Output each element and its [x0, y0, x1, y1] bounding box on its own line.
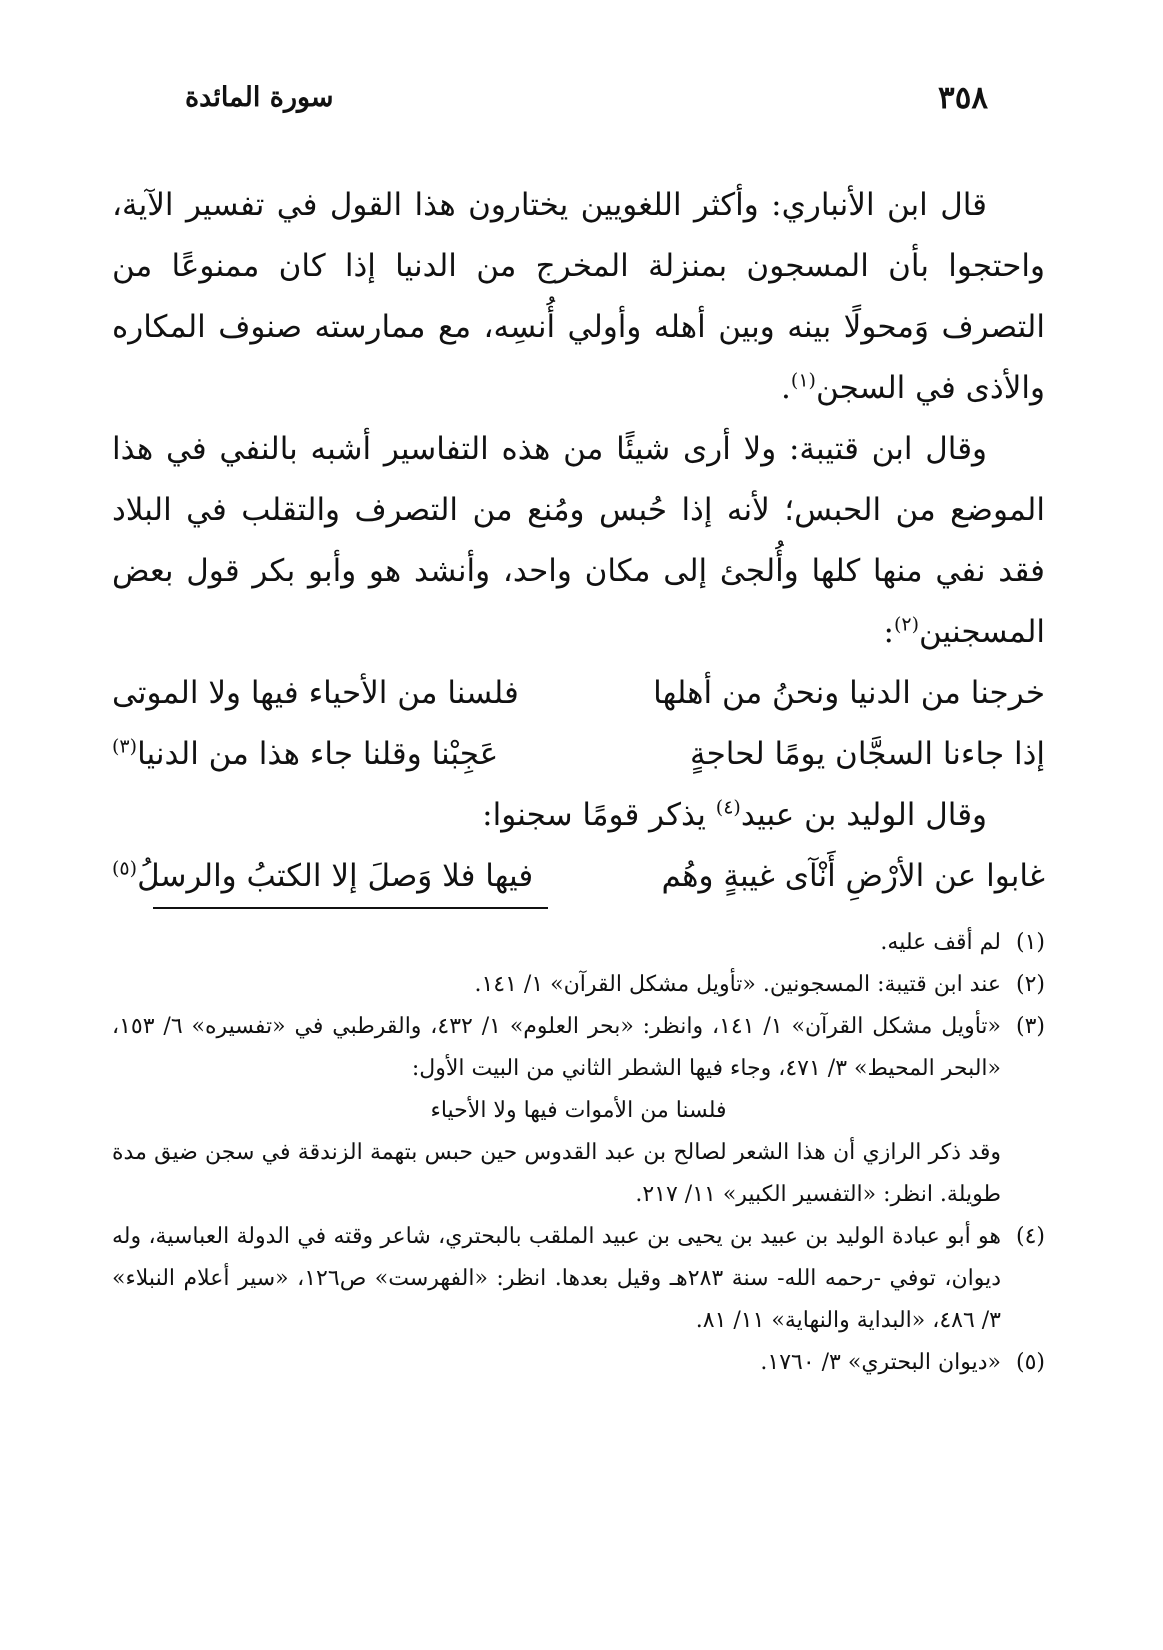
footnote-text: عند ابن قتيبة: المسجونين. «تأويل مشكل القرآن» ١/ ١٤١. — [474, 972, 1001, 997]
footnote-number: (١) — [1015, 930, 1045, 955]
footnote-5 — [112, 1342, 1045, 1384]
verse-line-2 — [112, 724, 1045, 785]
footnote-ref-5[interactable]: (٥) — [112, 857, 138, 880]
footnote-number: (٣) — [1015, 1014, 1045, 1039]
verse-hemistich: عَجِبْنا وقلنا جاء هذا من الدنيا$^{(٣)}$ — [112, 735, 499, 772]
verse-line-1 — [112, 663, 1045, 724]
footnote-2 — [112, 964, 1045, 1006]
footnote-number: (٤) — [1015, 1224, 1045, 1249]
verse-hemistich: غابوا عن الأرْضِ أَنْآى غيبةٍ وهُم — [661, 858, 1045, 894]
verse-line-3 — [112, 846, 1045, 907]
footnote-text: هو أبو عبادة الوليد بن عبيد بن يحيى بن عبيد الملقب بالبحتري، شاعر وقته في الدولة العباسية، وله ديوان، توفي -رحمه الله- سنة ٢٨٣هـ وقيل بعدها. انظر: «الفهرست» ص١٢٦، «سير أعلام النبلاء» ٣/ ٤٨٦، «البداية والنهاية» ١١/ ٨١. — [112, 1224, 1002, 1333]
footnote-3 — [112, 1006, 1045, 1090]
footnote-1 — [112, 922, 1045, 964]
footnote-ref-2[interactable]: (٢) — [893, 613, 920, 636]
verse-hemistich: خرجنا من الدنيا ونحنُ من أهلها — [653, 675, 1045, 711]
surah-title: سورة المائدة — [185, 82, 334, 113]
main-text — [112, 175, 1045, 907]
paragraph-ibn-anbari: قال ابن الأنباري: وأكثر اللغويين يختارون هذا القول في تفسير الآية، واحتجوا بأن المسجون بمنزلة المخرج من الدنيا إذا كان ممنوعًا من التصرف وَمحولًا بينه وبين أهله وأولي أُنسِه، مع ممارسته صنوف المكاره والأذى في السجن$^{(١)}$. — [112, 187, 1045, 406]
footnote-number: (٥) — [1015, 1350, 1045, 1375]
paragraph-ibn-qutaybah: وقال ابن قتيبة: ولا أرى شيئًا من هذه التفاسير أشبه بالنفي في هذا الموضع من الحبس؛ لأنه إذا حُبس ومُنع من التصرف والتقلب في البلاد فقد نفي منها كلها وأُلجئ إلى مكان واحد، وأنشد هو وأبو بكر قول بعض المسجنين$^{(٢)}$: — [112, 431, 1045, 650]
footnote-text: لم أقف عليه. — [880, 930, 1001, 955]
footnote-3-continuation: وقد ذكر الرازي أن هذا الشعر لصالح بن عبد القدوس حين حبس بتهمة الزندقة في سجن ضيق مدة طويلة. انظر: «التفسير الكبير» ١١/ ٢١٧. — [112, 1140, 1001, 1207]
paragraph-walid: وقال الوليد بن عبيد$^{(٤)}$ يذكر قومًا سجنوا: — [482, 796, 987, 833]
verse-hemistich: فيها فلا وَصلَ إلا الكتبُ والرسلُ$^{(٥)}$ — [112, 857, 534, 894]
footnote-number: (٢) — [1015, 972, 1045, 997]
footnote-4 — [112, 1216, 1045, 1342]
footnote-ref-1[interactable]: (١) — [790, 369, 816, 392]
footnotes — [112, 922, 1045, 1384]
page-number: ٣٥٨ — [938, 80, 988, 116]
footnote-ref-3[interactable]: (٣) — [112, 735, 138, 758]
verse-hemistich: فلسنا من الأحياء فيها ولا الموتى — [112, 675, 519, 711]
footnote-3-verse: فلسنا من الأموات فيها ولا الأحياء — [430, 1098, 727, 1123]
footnote-text: «تأويل مشكل القرآن» ١/ ١٤١، وانظر: «بحر العلوم» ١/ ٤٣٢، والقرطبي في «تفسيره» ٦/ ١٥٣، «البحر المحيط» ٣/ ٤٧١، وجاء فيها الشطر الثاني من البيت الأول: — [112, 1014, 1001, 1081]
footnote-text: «ديوان البحتري» ٣/ ١٧٦٠. — [760, 1350, 1001, 1375]
verse-hemistich: إذا جاءنا السجَّان يومًا لحاجةٍ — [689, 736, 1045, 772]
footnote-separator — [153, 907, 548, 909]
page-header — [175, 80, 988, 130]
footnote-ref-4[interactable]: (٤) — [715, 796, 741, 819]
